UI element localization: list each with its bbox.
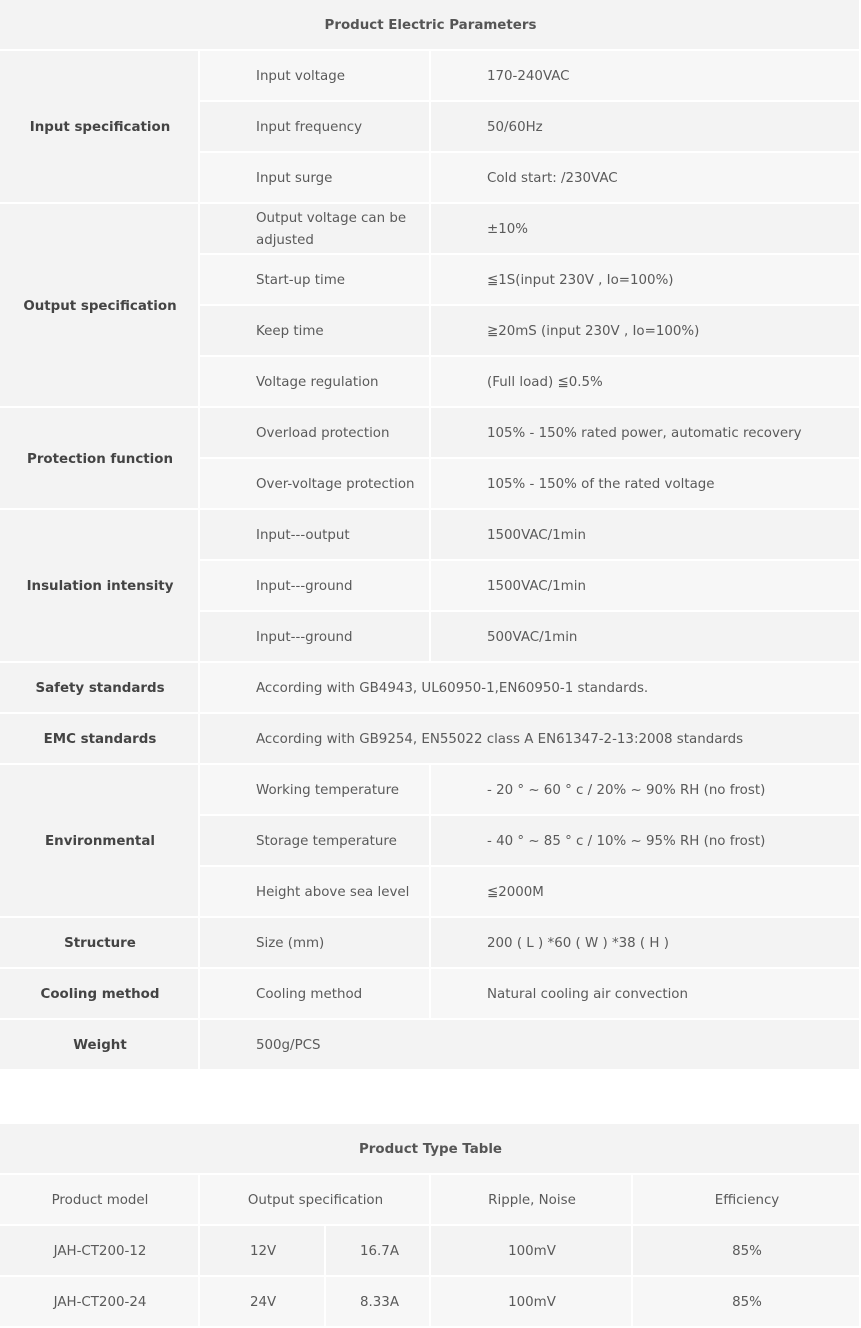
param-value: 1500VAC/1min <box>431 510 861 561</box>
header-ripple-noise: Ripple, Noise <box>431 1175 633 1226</box>
param-value: 105% - 150% rated power, automatic recovery <box>431 408 861 459</box>
param-label: Input frequency <box>200 102 431 153</box>
param-label: Input---ground <box>200 561 431 612</box>
cell-current: 16.7A <box>326 1226 431 1277</box>
param-value: 200 ( L ) *60 ( W ) *38 ( H ) <box>431 918 861 969</box>
param-value: ≦2000M <box>431 867 861 918</box>
param-label: Size (mm) <box>200 918 431 969</box>
category-cooling-method: Cooling method <box>0 969 200 1020</box>
param-label: Storage temperature <box>200 816 431 867</box>
param-label: Over-voltage protection <box>200 459 431 510</box>
category-output-specification: Output specification <box>0 204 200 408</box>
header-efficiency: Efficiency <box>633 1175 861 1226</box>
param-label: Working temperature <box>200 765 431 816</box>
param-label: Voltage regulation <box>200 357 431 408</box>
product-type-table <box>0 1124 861 1328</box>
param-value: - 40 ° ~ 85 ° c / 10% ~ 95% RH (no frost) <box>431 816 861 867</box>
cell-model: JAH-CT200-24 <box>0 1277 200 1328</box>
cell-voltage: 24V <box>200 1277 326 1328</box>
cell-efficiency: 85% <box>633 1226 861 1277</box>
param-value: (Full load) ≦0.5% <box>431 357 861 408</box>
category-environmental: Environmental <box>0 765 200 918</box>
param-label: Overload protection <box>200 408 431 459</box>
safety-value: According with GB4943, UL60950-1,EN60950-1 standards. <box>200 663 861 714</box>
weight-value: 500g/PCS <box>200 1020 861 1071</box>
category-safety-standards: Safety standards <box>0 663 200 714</box>
category-protection-function: Protection function <box>0 408 200 510</box>
param-value: ≦1S(input 230V , Io=100%) <box>431 255 861 306</box>
table-row <box>0 1226 861 1277</box>
cell-efficiency: 85% <box>633 1277 861 1328</box>
header-product-model: Product model <box>0 1175 200 1226</box>
param-value: ≧20mS (input 230V , Io=100%) <box>431 306 861 357</box>
category-structure: Structure <box>0 918 200 969</box>
param-value: 1500VAC/1min <box>431 561 861 612</box>
param-label: Input---output <box>200 510 431 561</box>
table-row <box>0 1277 861 1328</box>
cell-model: JAH-CT200-12 <box>0 1226 200 1277</box>
param-label: Keep time <box>200 306 431 357</box>
section-gap <box>0 1071 861 1124</box>
category-weight: Weight <box>0 1020 200 1071</box>
cell-current: 8.33A <box>326 1277 431 1328</box>
param-value: Natural cooling air convection <box>431 969 861 1020</box>
category-emc-standards: EMC standards <box>0 714 200 765</box>
param-value: 50/60Hz <box>431 102 861 153</box>
param-value: - 20 ° ~ 60 ° c / 20% ~ 90% RH (no frost) <box>431 765 861 816</box>
cell-ripple: 100mV <box>431 1277 633 1328</box>
param-value: ±10% <box>431 204 861 255</box>
param-value: 105% - 150% of the rated voltage <box>431 459 861 510</box>
param-value: Cold start: /230VAC <box>431 153 861 204</box>
parameters-title: Product Electric Parameters <box>0 0 861 51</box>
type-table-title: Product Type Table <box>0 1124 861 1175</box>
header-output-specification: Output specification <box>200 1175 431 1226</box>
param-value: 170-240VAC <box>431 51 861 102</box>
param-label: Output voltage can be adjusted <box>200 204 431 255</box>
cell-voltage: 12V <box>200 1226 326 1277</box>
param-label: Height above sea level <box>200 867 431 918</box>
param-value: 500VAC/1min <box>431 612 861 663</box>
cell-ripple: 100mV <box>431 1226 633 1277</box>
emc-value: According with GB9254, EN55022 class A EN61347-2-13:2008 standards <box>200 714 861 765</box>
param-label: Input---ground <box>200 612 431 663</box>
category-input-specification: Input specification <box>0 51 200 204</box>
param-label: Input surge <box>200 153 431 204</box>
param-label: Start-up time <box>200 255 431 306</box>
category-insulation-intensity: Insulation intensity <box>0 510 200 663</box>
param-label: Input voltage <box>200 51 431 102</box>
param-label: Cooling method <box>200 969 431 1020</box>
